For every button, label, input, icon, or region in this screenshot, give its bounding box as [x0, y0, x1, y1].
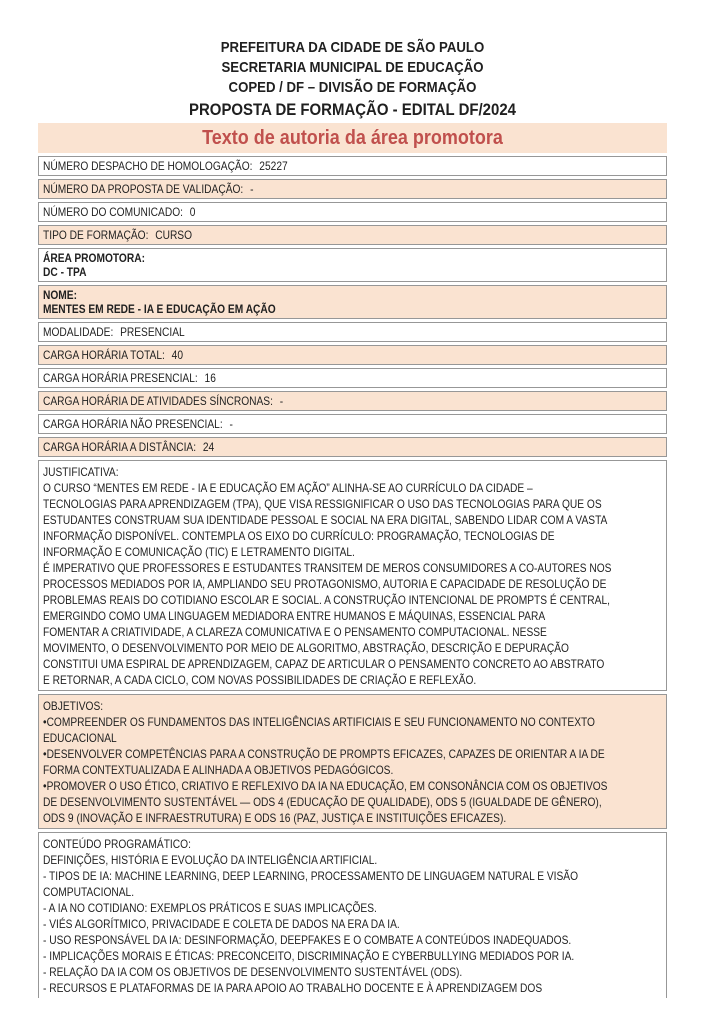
section-line: - RELAÇÃO DA IA COM OS OBJETIVOS DE DESENVOLVIMENTO SUSTENTÁVEL (ODS).: [43, 965, 463, 979]
header-line-secretaria: SECRETARIA MUNICIPAL DE EDUCAÇÃO: [221, 59, 484, 76]
section-line: INFORMAÇÃO DISPONÍVEL. CONTEMPLA OS EIXO DO CURRÍCULO: PROGRAMAÇÃO, TECNOLOGIAS DE: [43, 529, 555, 543]
field-value: 16: [204, 371, 216, 385]
field-label: NOME:: [43, 288, 77, 302]
section-line: TECNOLOGIAS PARA APRENDIZAGEM (TPA), QUE VISA RESSIGNIFICAR O USO DAS TECNOLOGIAS PARA QUE OS: [43, 497, 602, 511]
header-line-prefeitura: PREFEITURA DA CIDADE DE SÃO PAULO: [220, 39, 485, 56]
field-label: CARGA HORÁRIA NÃO PRESENCIAL:: [43, 417, 223, 431]
authorship-banner: [38, 123, 667, 153]
field-value: -: [279, 394, 284, 408]
field-label: ÁREA PROMOTORA:: [43, 251, 145, 265]
field-label: NÚMERO DO COMUNICADO:: [43, 205, 183, 219]
section-line: •PROMOVER O USO ÉTICO, CRIATIVO E REFLEXIVO DA IA NA EDUCAÇÃO, EM CONSONÂNCIA COM OS OBJETIVOS: [43, 779, 608, 793]
field-label: CARGA HORÁRIA PRESENCIAL:: [43, 371, 198, 385]
field-value: 24: [202, 440, 215, 454]
section-line: ESTUDANTES CONSTRUAM SUA IDENTIDADE PESSOAL E SOCIAL NA ERA DIGITAL, SABENDO LIDAR COM A VASTA: [43, 513, 608, 527]
section-line: - RECURSOS E PLATAFORMAS DE IA PARA APOIO AO TRABALHO DOCENTE E À APRENDIZAGEM DOS: [43, 981, 543, 995]
section-line: PROCESSOS MEDIADOS POR IA, AMPLIANDO SEU PROTAGONISMO, AUTORIA E CAPACIDADE DE RESOLUÇÃO DE: [43, 577, 607, 591]
field-row: [38, 285, 667, 319]
section-line: - A IA NO COTIDIANO: EXEMPLOS PRÁTICOS E SUAS IMPLICAÇÕES.: [43, 901, 377, 915]
section-line: ODS 9 (INOVAÇÃO E INFRAESTRUTURA) E ODS 16 (PAZ, JUSTIÇA E INSTITUIÇÕES EFICAZES).: [43, 811, 507, 825]
field-label: NÚMERO DESPACHO DE HOMOLOGAÇÃO:: [43, 159, 253, 173]
field-value: -: [229, 417, 233, 431]
section-line: OBJETIVOS:: [43, 699, 104, 713]
field-row: [38, 414, 667, 434]
section-line: PROBLEMAS REAIS DO COTIDIANO ESCOLAR E SOCIAL. A CONSTRUÇÃO INTENCIONAL DE PROMPTS É CENTRAL,: [43, 593, 610, 607]
section-line: - TIPOS DE IA: MACHINE LEARNING, DEEP LEARNING, PROCESSAMENTO DE LINGUAGEM NATURAL E VISÃO: [43, 869, 579, 883]
section-line: - VIÉS ALGORÍTMICO, PRIVACIDADE E COLETA DE DADOS NA ERA DA IA.: [43, 917, 400, 931]
field-value: 0: [189, 205, 196, 219]
section-objetivos: [38, 694, 667, 829]
page-content: [38, 38, 667, 998]
section-line: DEFINIÇÕES, HISTÓRIA E EVOLUÇÃO DA INTELIGÊNCIA ARTIFICIAL.: [43, 853, 378, 867]
section-line: INFORMAÇÃO E COMUNICAÇÃO (TIC) E LETRAMENTO DIGITAL.: [43, 545, 355, 559]
field-value: 25227: [259, 159, 288, 173]
field-label: CARGA HORÁRIA TOTAL:: [43, 348, 165, 362]
section-line: MOVIMENTO, O DESENVOLVIMENTO POR MEIO DE ALGORITMO, ABSTRAÇÃO, DESCRIÇÃO E DEPURAÇÃO: [43, 641, 569, 655]
section-line: EMERGINDO COMO UMA LINGUAGEM MEDIADORA ENTRE HUMANOS E MÁQUINAS, ESSENCIAL PARA: [43, 609, 546, 623]
section-line: •COMPREENDER OS FUNDAMENTOS DAS INTELIGÊNCIAS ARTIFICIAIS E SEU FUNCIONAMENTO NO CONTEXTO: [43, 715, 595, 729]
section-line: FOMENTAR A CRIATIVIDADE, A CLAREZA COMUNICATIVA E O PENSAMENTO COMPUTACIONAL. NESSE: [43, 625, 547, 639]
section-line: •DESENVOLVER COMPETÊNCIAS PARA A CONSTRUÇÃO DE PROMPTS EFICAZES, CAPAZES DE ORIENTAR A IA DE: [43, 747, 605, 761]
section-line: - IMPLICAÇÕES MORAIS E ÉTICAS: PRECONCEITO, DISCRIMINAÇÃO E CYBERBULLYING MEDIADOS POR IA.: [43, 949, 575, 963]
field-row: [38, 322, 667, 342]
field-row: [38, 202, 667, 222]
field-row: [38, 248, 667, 282]
header-line-proposta: PROPOSTA DE FORMAÇÃO - EDITAL DF/2024: [189, 100, 516, 119]
section-line: O CURSO “MENTES EM REDE - IA E EDUCAÇÃO EM AÇÃO” ALINHA-SE AO CURRÍCULO DA CIDADE –: [43, 481, 533, 495]
section-line: JUSTIFICATIVA:: [43, 465, 119, 479]
section-line: E RETORNAR, A CADA CICLO, COM NOVAS POSSIBILIDADES DE CRIAÇÃO E REFLEXÃO.: [43, 673, 477, 687]
field-label: CARGA HORÁRIA A DISTÂNCIA:: [43, 440, 197, 454]
section-line: EDUCACIONAL: [43, 731, 117, 745]
field-row: [38, 345, 667, 365]
field-value: MENTES EM REDE - IA E EDUCAÇÃO EM AÇÃO: [43, 302, 276, 316]
text-sections: [38, 460, 667, 998]
field-row: [38, 179, 667, 199]
field-row: [38, 225, 667, 245]
field-row: [38, 391, 667, 411]
section-line: FORMA CONTEXTUALIZADA E ALINHADA A OBJETIVOS PEDAGÓGICOS.: [43, 763, 394, 777]
field-value: CURSO: [155, 228, 193, 242]
field-value: 40: [171, 348, 184, 362]
field-row: [38, 368, 667, 388]
field-label: CARGA HORÁRIA DE ATIVIDADES SÍNCRONAS:: [43, 394, 273, 408]
section-line: - USO RESPONSÁVEL DA IA: DESINFORMAÇÃO, DEEPFAKES E O COMBATE A CONTEÚDOS INADEQUADOS.: [43, 933, 572, 947]
field-label: MODALIDADE:: [43, 325, 114, 339]
section-line: CONTEÚDO PROGRAMÁTICO:: [43, 837, 191, 851]
authorship-banner-text: Texto de autoria da área promotora: [202, 127, 503, 149]
section-line: CONSTITUI UMA ESPIRAL DE APRENDIZAGEM, CAPAZ DE ARTICULAR O PENSAMENTO CONCRETO AO ABSTRATO: [43, 657, 605, 671]
section-justificativa: [38, 460, 667, 691]
section-line: É IMPERATIVO QUE PROFESSORES E ESTUDANTES TRANSITEM DE MEROS CONSUMIDORES A CO-AUTORES NOS: [43, 561, 612, 575]
doc-header: [38, 38, 667, 122]
field-value: -: [250, 182, 254, 196]
field-label: TIPO DE FORMAÇÃO:: [43, 228, 149, 242]
field-rows: [38, 156, 667, 457]
field-row: [38, 437, 667, 457]
section-line: DE DESENVOLVIMENTO SUSTENTÁVEL — ODS 4 (EDUCAÇÃO DE QUALIDADE), ODS 5 (IGUALDADE DE GÊNERO),: [43, 795, 602, 809]
field-row: [38, 156, 667, 176]
field-label: NÚMERO DA PROPOSTA DE VALIDAÇÃO:: [43, 182, 244, 196]
header-line-coped: COPED / DF – DIVISÃO DE FORMAÇÃO: [228, 79, 477, 96]
section-conteudo-programatico: [38, 832, 667, 998]
section-line: COMPUTACIONAL.: [43, 885, 135, 899]
field-value: DC - TPA: [43, 265, 87, 279]
field-value: PRESENCIAL: [120, 325, 185, 339]
